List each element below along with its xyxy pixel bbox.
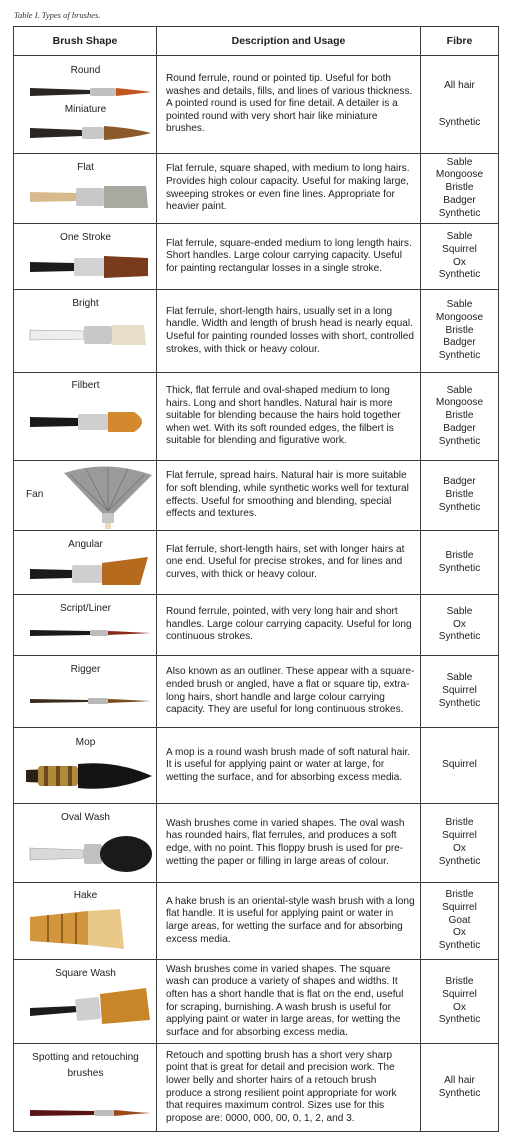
fibre-item: Squirrel <box>442 243 477 255</box>
brush-shape-label: Spotting and retouching brushes <box>32 1052 139 1079</box>
fibre-item: Squirrel <box>442 759 477 771</box>
script-liner-brush-icon <box>28 625 153 641</box>
brush-shape-label: Square Wash <box>55 968 116 979</box>
brush-shape-label: Flat <box>77 162 94 173</box>
brush-shape-cell <box>14 960 157 1044</box>
fibre-item: Synthetic <box>438 697 481 709</box>
brush-shape-label: Bright <box>72 298 99 309</box>
table-row <box>14 373 499 461</box>
fibre-item: Ox <box>453 843 466 854</box>
table-row <box>14 883 499 960</box>
table-row <box>14 154 499 224</box>
fibre-item: Synthetic <box>438 269 481 281</box>
fibre-cell <box>421 656 499 728</box>
flat-brush-icon <box>28 180 153 214</box>
header-fibre: Fibre <box>421 27 499 56</box>
fibre-item: Synthetic <box>438 207 481 219</box>
fibre-item: Bristle <box>445 817 474 829</box>
brush-types-table <box>13 26 499 1132</box>
brush-shape-label: Fan <box>26 489 44 500</box>
fibre-item: Badger <box>443 337 476 349</box>
fibre-cell <box>421 461 499 531</box>
header-brush-shape: Brush Shape <box>14 27 157 56</box>
fan-brush-icon <box>56 465 156 529</box>
description-cell: Flat ferrule, square-ended medium to long length hairs. Short handles. Large colour carrying capacity. Useful for painting rectangular losses in a single stroke. <box>157 224 421 290</box>
spotting-retouching-brush-icon <box>28 1106 153 1120</box>
brush-shape-cell <box>14 656 157 728</box>
table-caption: Table I. Types of brushes. <box>14 10 101 20</box>
brush-shape-label: Mop <box>75 737 96 748</box>
table-header-row <box>14 27 499 56</box>
fibre-item: Synthetic <box>438 501 481 513</box>
fibre-item: Badger <box>443 194 476 206</box>
fibre-item: All hair <box>444 1074 475 1086</box>
table-row <box>14 56 499 154</box>
table-row <box>14 595 499 656</box>
fibre-item: Squirrel <box>442 685 477 697</box>
fibre-item: Sable <box>446 384 473 396</box>
description-cell: Retouch and spotting brush has a short very sharp point that is great for detail and precision work. The lower belly and shorter hairs of a retouch brush produce a strong resilient point appropriate for work that requires maximum control. Sizes use for this propose are: 0000, 000, 00, 0, 1, 2, and 3. <box>157 1044 421 1132</box>
fibre-item: Bristle <box>445 975 474 987</box>
brush-shape-label: Round <box>70 65 101 76</box>
fibre-cell <box>421 56 499 154</box>
fibre-item: All hair <box>444 79 475 91</box>
fibre-item: Bristle <box>445 324 474 336</box>
description-cell: Wash brushes come in varied shapes. The oval wash has rounded hairs, flat ferrules, and produces a soft edge, with no point. This floppy brush is used for pre-wetting the paper or filling in large areas of colour. <box>157 804 421 883</box>
fibre-cell <box>421 1044 499 1132</box>
description-cell: Flat ferrule, square shaped, with medium to long hairs. Provides high colour capacity. Useful for making large, sweeping strokes or even fine lines. Appropriate for heavier paint. <box>157 154 421 224</box>
fibre-item: Synthetic <box>438 562 481 574</box>
description-cell: A hake brush is an oriental-style wash brush with a long flat handle. It is useful for applying paint or water in large areas, for wetting the surface and for absorbing excess media. <box>157 883 421 960</box>
brush-shape-label: Rigger <box>70 664 101 675</box>
fibre-item: Synthetic <box>438 631 481 643</box>
brush-shape-cell <box>14 1044 157 1132</box>
fibre-item: Synthetic <box>438 1087 481 1099</box>
table-row <box>14 531 499 595</box>
brush-shape-cell <box>14 56 157 154</box>
brush-shape-cell <box>14 224 157 290</box>
description-cell: Flat ferrule, short-length hairs, set with longer hairs at one end. Useful for precise strokes, and for lines and curves, with thick or heavy colour. <box>157 531 421 595</box>
fibre-item: Badger <box>443 476 476 488</box>
fibre-cell <box>421 883 499 960</box>
fibre-cell <box>421 804 499 883</box>
fibre-item: Ox <box>453 1001 466 1013</box>
fibre-item: Bristle <box>445 410 474 422</box>
header-description: Description and Usage <box>157 27 421 56</box>
brush-shape-label: Script/Liner <box>59 603 112 614</box>
fibre-item: Squirrel <box>442 988 477 1000</box>
table-row <box>14 461 499 531</box>
fibre-item: Mongoose <box>435 169 484 181</box>
fibre-item: Sable <box>446 156 473 168</box>
brush-shape-cell <box>14 728 157 804</box>
brush-shape-cell <box>14 373 157 461</box>
description-cell: Also known as an outliner. These appear with a square-ended brush or angled, have a flat or square tip, extra-long hairs, short handle and large colour carrying capacity. They are useful for long continuous strokes. <box>157 656 421 728</box>
fibre-item: Sable <box>446 672 473 684</box>
brush-shape-cell <box>14 883 157 960</box>
fibre-item: Synthetic <box>438 116 481 128</box>
one-stroke-brush-icon <box>28 250 153 284</box>
table-row <box>14 728 499 804</box>
brush-shape-cell <box>14 804 157 883</box>
description-cell: A mop is a round wash brush made of soft natural hair. It is useful for applying paint or water at large, for wetting the surface, and for absorbing excess media. <box>157 728 421 804</box>
fibre-item: Bristle <box>445 889 474 900</box>
fibre-item: Synthetic <box>438 1014 481 1026</box>
fibre-item: Bristle <box>445 489 474 501</box>
fibre-item: Bristle <box>445 549 474 561</box>
fibre-item: Mongoose <box>435 397 484 409</box>
fibre-item: Sable <box>446 299 473 310</box>
fibre-item: Bristle <box>445 182 474 194</box>
fibre-item: Synthetic <box>438 350 481 362</box>
fibre-cell <box>421 373 499 461</box>
oval-wash-brush-icon <box>28 832 153 876</box>
miniature-brush-icon <box>28 118 153 148</box>
fibre-cell <box>421 154 499 224</box>
square-wash-brush-icon <box>28 984 153 1032</box>
brush-shape-label: Angular <box>68 539 103 550</box>
fibre-item: Ox <box>453 256 466 268</box>
fibre-item: Synthetic <box>438 940 481 952</box>
fibre-cell <box>421 290 499 373</box>
brush-shape-cell <box>14 595 157 656</box>
description-cell: Flat ferrule, spread hairs. Natural hair is more suitable for soft blending, while synthetic works well for textural effects. Useful for smoothing and blending, special effects and textures. <box>157 461 421 531</box>
fibre-item: Synthetic <box>438 855 481 867</box>
fibre-item: Sable <box>446 230 473 242</box>
brush-shape-label-2: Miniature <box>64 104 107 115</box>
mop-brush-icon <box>26 756 154 796</box>
angular-brush-icon <box>28 555 153 591</box>
fibre-item: Ox <box>453 927 466 939</box>
description-cell: Wash brushes come in varied shapes. The square wash can produce a variety of shapes and widths. It often has a short handle that is flat on the end, useful for scraping, burnishing. A wash brush is useful for applying paint or water in large areas, for wetting the surface and for absorbing excess media. <box>157 960 421 1044</box>
table-row <box>14 290 499 373</box>
fibre-item: Squirrel <box>442 901 477 913</box>
fibre-cell <box>421 595 499 656</box>
description-cell: Round ferrule, round or pointed tip. Useful for both washes and details, fills, and lines of various thickness. A pointed round is used for fine detail. A detailer is a pointed round with very short hair like miniature brushes. <box>157 56 421 154</box>
fibre-item: Goat <box>448 914 471 926</box>
description-cell: Round ferrule, pointed, with very long hair and short handles. Large colour carrying capacity. Useful for long continuous strokes. <box>157 595 421 656</box>
table-row <box>14 1044 499 1132</box>
table-row <box>14 804 499 883</box>
table-row <box>14 656 499 728</box>
fibre-item: Squirrel <box>442 830 477 842</box>
filbert-brush-icon <box>28 405 153 439</box>
fibre-cell <box>421 728 499 804</box>
fibre-cell <box>421 531 499 595</box>
rigger-brush-icon <box>28 694 153 708</box>
brush-shape-cell <box>14 290 157 373</box>
description-cell: Thick, flat ferrule and oval-shaped medium to long hairs. Long and short handles. Natural hair is more suitable for blending because the hairs hold together when wet. With its soft rounded edges, the filbert is suitable for blending and figurative work. <box>157 373 421 461</box>
fibre-item: Synthetic <box>438 435 481 447</box>
table-row <box>14 224 499 290</box>
fibre-cell <box>421 960 499 1044</box>
hake-brush-icon <box>28 905 153 953</box>
brush-shape-label: One Stroke <box>59 232 112 243</box>
fibre-cell <box>421 224 499 290</box>
fibre-item: Mongoose <box>435 311 484 323</box>
brush-shape-cell <box>14 154 157 224</box>
fibre-item: Badger <box>443 422 476 434</box>
brush-shape-cell <box>14 531 157 595</box>
brush-shape-label: Hake <box>73 890 98 901</box>
table-row <box>14 960 499 1044</box>
description-cell: Flat ferrule, short-length hairs, usually set in a long handle. Width and length of brush head is nearly equal. Useful for painting rounded losses with short, controlled strokes, with thick or heavy colour. <box>157 290 421 373</box>
brush-shape-label: Filbert <box>71 380 100 391</box>
fibre-item: Ox <box>453 618 466 630</box>
round-brush-icon <box>28 82 153 102</box>
brush-shape-cell <box>14 461 157 531</box>
fibre-item: Sable <box>446 605 473 617</box>
bright-brush-icon <box>28 318 153 352</box>
brush-shape-label: Oval Wash <box>61 812 110 823</box>
